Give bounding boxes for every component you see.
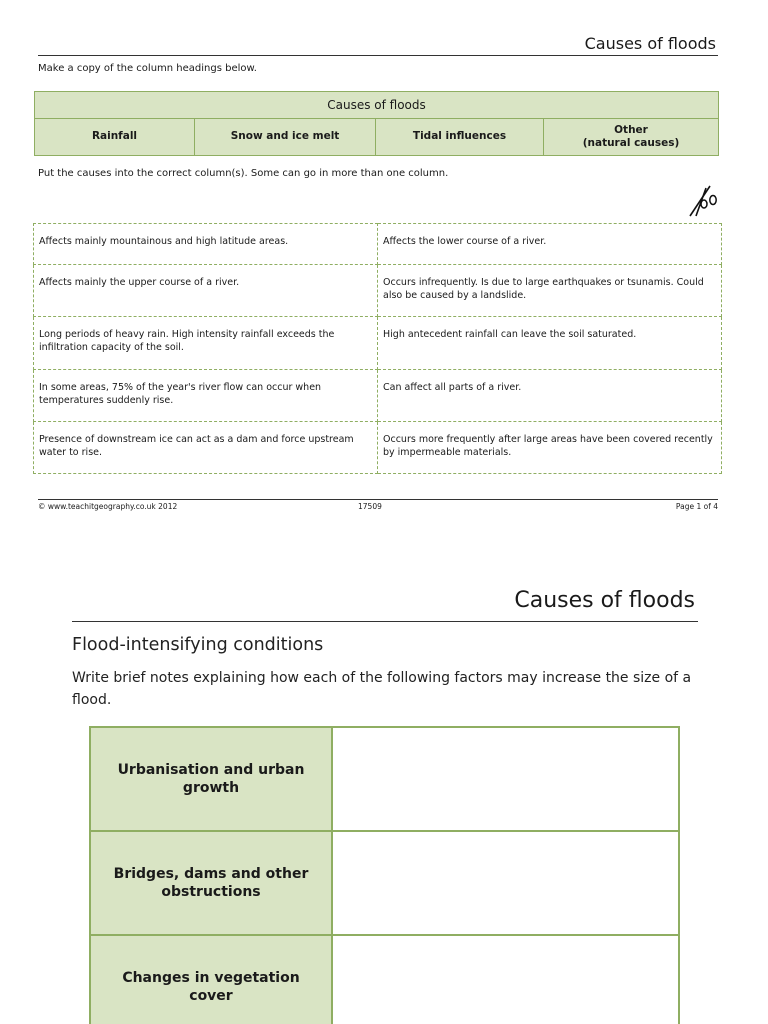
footer-copyright: © www.teachitgeography.co.uk 2012 [38,502,178,511]
scissors-icon [686,184,720,218]
card[interactable]: Affects mainly the upper course of a river. [34,265,378,317]
column-headings-table [34,91,719,156]
table-caption: Causes of floods [35,92,719,119]
footer-page-number: Page 1 of 4 [675,502,718,511]
factor-label: Changes in vegetation cover [90,935,332,1024]
card[interactable]: Presence of downstream ice can act as a dam and force upstream water to rise. [34,422,378,474]
factor-label: Urbanisation and urban growth [90,727,332,831]
copy-instruction: Make a copy of the column headings below. [38,63,257,74]
page2-subtitle: Flood-intensifying conditions [72,635,324,655]
page1-footer [38,499,718,513]
footer-code: 17509 [358,502,382,511]
column-heading-tidal: Tidal influences [376,119,544,156]
factors-table [89,726,680,1024]
card[interactable]: High antecedent rainfall can leave the soil saturated. [378,317,722,370]
page2-title: Causes of floods [514,588,695,613]
page1-title: Causes of floods [584,34,716,53]
notes-cell[interactable] [332,831,679,935]
notes-cell[interactable] [332,935,679,1024]
cut-out-cards [33,223,722,474]
card[interactable]: Affects the lower course of a river. [378,224,722,265]
card[interactable]: In some areas, 75% of the year's river flow can occur when temperatures suddenly rise. [34,370,378,422]
table-row [90,831,679,935]
factor-label: Bridges, dams and other obstructions [90,831,332,935]
card[interactable]: Can affect all parts of a river. [378,370,722,422]
column-heading-snow-ice-melt: Snow and ice melt [195,119,376,156]
table-row [90,727,679,831]
card[interactable]: Affects mainly mountainous and high latitude areas. [34,224,378,265]
page2-instruction: Write brief notes explaining how each of the following factors may increase the size of a flood. [72,670,692,708]
sort-instruction: Put the causes into the correct column(s). Some can go in more than one column. [38,168,449,179]
card[interactable]: Occurs more frequently after large areas have been covered recently by impermeable materials. [378,422,722,474]
page1-header [38,34,718,56]
page2-header [72,588,698,622]
column-heading-other: Other (natural causes) [544,119,719,156]
notes-cell[interactable] [332,727,679,831]
column-heading-rainfall: Rainfall [35,119,195,156]
card[interactable]: Occurs infrequently. Is due to large earthquakes or tsunamis. Could also be caused by a landslide. [378,265,722,317]
card[interactable]: Long periods of heavy rain. High intensity rainfall exceeds the infiltration capacity of the soil. [34,317,378,370]
table-row [90,935,679,1024]
